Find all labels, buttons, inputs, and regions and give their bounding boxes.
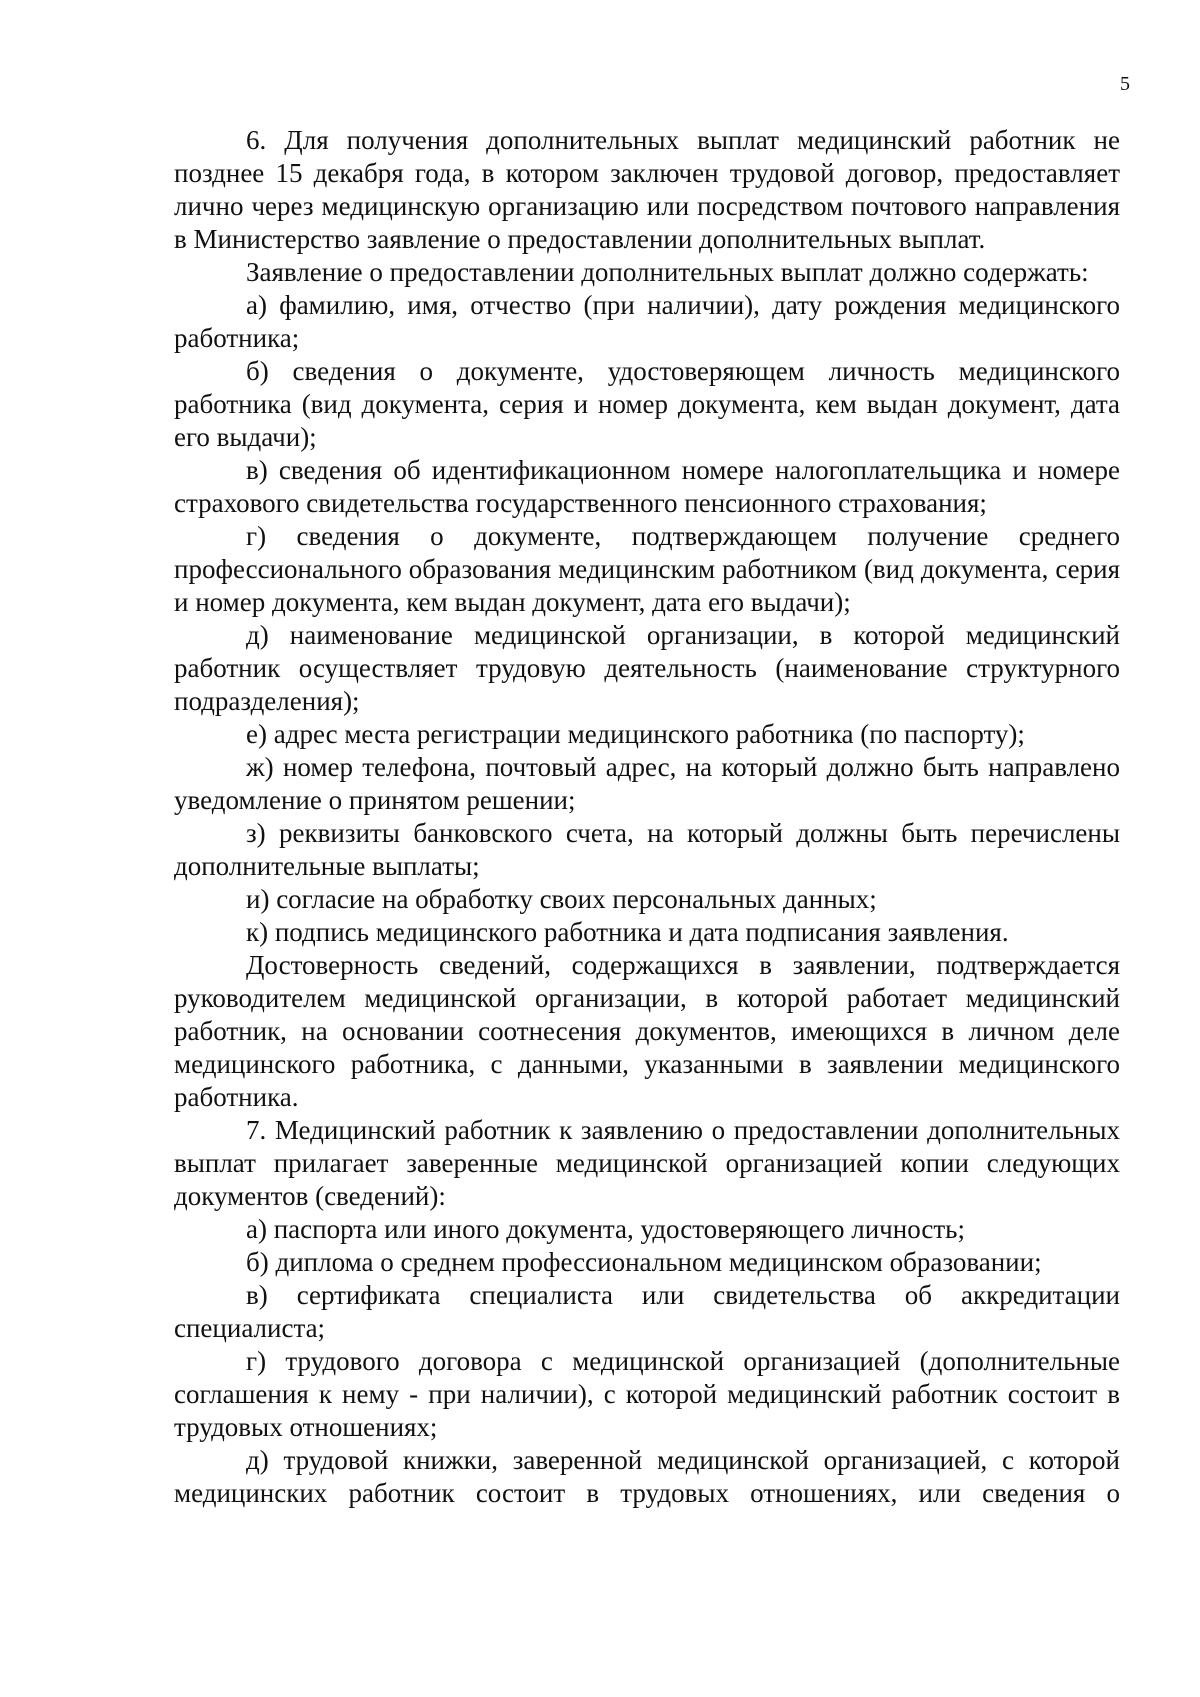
attachment-item-v: в) сертификата специалиста или свидетельства об аккредитации специалиста; [174, 1280, 1120, 1343]
list-item-v: в) сведения об идентификационном номере налогоплательщика и номере страхового свидетельства государственного пенсионного страхования; [174, 455, 1120, 518]
paragraph-7: 7. Медицинский работник к заявлению о предоставлении дополнительных выплат прилагает заверенные медицинской организацией копии следующих документов (сведений): [174, 1115, 1120, 1211]
document-body [174, 124, 1120, 1510]
list-item-b: б) сведения о документе, удостоверяющем личность медицинского работника (вид документа, серия и номер документа, кем выдан документ, дата его выдачи); [174, 356, 1120, 452]
attachment-item-g: г) трудового договора с медицинской организацией (дополнительные соглашения к нему - при наличии), с которой медицинский работник состоит в трудовых отношениях; [174, 1346, 1120, 1442]
list-item-a: а) фамилию, имя, отчество (при наличии), дату рождения медицинского работника; [174, 290, 1120, 353]
attachment-item-a: а) паспорта или иного документа, удостоверяющего личность; [246, 1214, 965, 1244]
paragraph-6: 6. Для получения дополнительных выплат медицинский работник не позднее 15 декабря года, в котором заключен трудовой договор, предоставляет лично через медицинскую организацию или посредством почтового направления в Министерство заявление о предоставлении дополнительных выплат. [174, 125, 1120, 254]
list-item-e: е) адрес места регистрации медицинского работника (по паспорту); [246, 719, 1025, 749]
list-item-i: и) согласие на обработку своих персональных данных; [246, 884, 877, 914]
page-number: 5 [1120, 73, 1130, 95]
list-item-g: г) сведения о документе, подтверждающем получение среднего профессионального образования медицинским работником (вид документа, серия и номер документа, кем выдан документ, дата его выдачи); [174, 521, 1120, 617]
list-item-k: к) подпись медицинского работника и дата подписания заявления. [246, 917, 1009, 947]
list-item-d: д) наименование медицинской организации, в которой медицинский работник осуществляет трудовую деятельность (наименование структурного подразделения); [174, 620, 1120, 716]
paragraph-application-contents: Заявление о предоставлении дополнительных выплат должно содержать: [246, 257, 1089, 287]
list-item-z: з) реквизиты банковского счета, на который должны быть перечислены дополнительные выплаты; [174, 818, 1120, 881]
attachment-item-d: д) трудовой книжки, заверенной медицинской организацией, с которой медицинских работник состоит в трудовых отношениях, или сведения о [174, 1445, 1120, 1508]
paragraph-reliability: Достоверность сведений, содержащихся в заявлении, подтверждается руководителем медицинской организации, в которой работает медицинский работник, на основании соотнесения документов, имеющихся в личном деле медицинского работника, с данными, указанными в заявлении медицинского работника. [174, 950, 1120, 1112]
attachment-item-b: б) диплома о среднем профессиональном медицинском образовании; [246, 1247, 1042, 1277]
list-item-zh: ж) номер телефона, почтовый адрес, на который должно быть направлено уведомление о принятом решении; [174, 752, 1120, 815]
